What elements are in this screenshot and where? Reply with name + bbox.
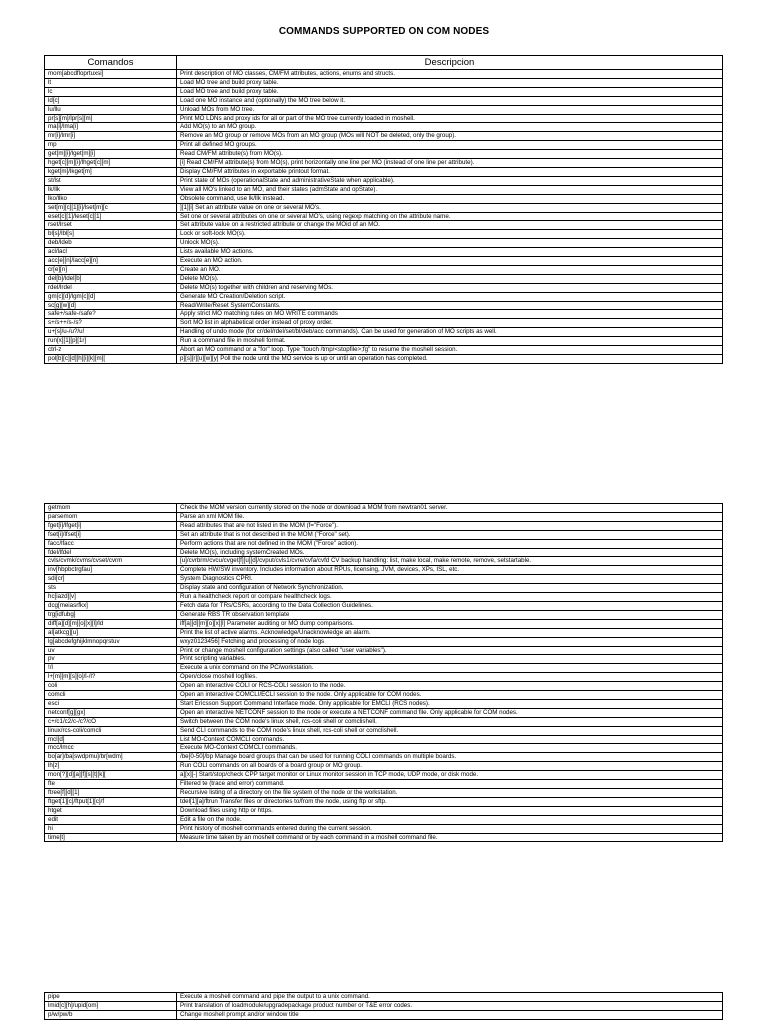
table-row	[45, 780, 723, 789]
table-row	[45, 346, 723, 355]
table-row	[45, 646, 723, 655]
command-cell: lg[abcdefghijklmnopqrstuv	[45, 637, 177, 646]
description-cell: Filtered te (trace and error) command.	[177, 780, 723, 789]
command-cell: get[m][i]/lget[m][i]	[45, 150, 177, 159]
description-cell: ][1][i] Set an attribute value on one or several MO's.	[177, 203, 723, 212]
description-cell: Run a healthcheck report or compare healthcheck logs.	[177, 593, 723, 602]
page-title: COMMANDS SUPPORTED ON COM NODES	[278, 26, 490, 37]
description-cell: wxyz0123456] Fetching and processing of node logs	[177, 637, 723, 646]
table-row	[45, 593, 723, 602]
table-row	[45, 167, 723, 176]
table-row	[45, 1010, 723, 1019]
command-cell: c+/c1/c2/c-/c?/cO	[45, 717, 177, 726]
header-description: Descripcion	[177, 56, 723, 70]
description-cell: Unload MOs from MO tree.	[177, 105, 723, 114]
description-cell: Execute an MO action.	[177, 257, 723, 266]
command-cell: deb/ldeb	[45, 239, 177, 248]
command-cell: getmom	[45, 504, 177, 513]
description-cell: Parse an xml MOM file.	[177, 512, 723, 521]
description-cell: Print or change moshell configuration settings (also called "user variables").	[177, 646, 723, 655]
command-cell: lh[z]	[45, 762, 177, 771]
description-cell: Print history of moshell commands entered during the current session.	[177, 824, 723, 833]
command-cell: lu/llu	[45, 105, 177, 114]
table-row	[45, 283, 723, 292]
table-row	[45, 539, 723, 548]
table-row	[45, 70, 723, 79]
command-cell: l+[m][m][s][o]/l-/l?	[45, 673, 177, 682]
table-row	[45, 328, 723, 337]
command-cell: sdi[cr]	[45, 575, 177, 584]
command-cell: ftget[1][c]/ftput[1][c]/f	[45, 797, 177, 806]
command-cell: sts	[45, 584, 177, 593]
description-cell: Unlock MO(s).	[177, 239, 723, 248]
description-cell: Apply strict MO matching rules on MO WRITE commands	[177, 310, 723, 319]
table-row	[45, 239, 723, 248]
command-cell: del[b]/ldel[b]	[45, 274, 177, 283]
description-cell: View all MO's linked to an MO, and their states (admState and opState).	[177, 185, 723, 194]
table-row	[45, 132, 723, 141]
description-cell: System Diagnostics CPRI.	[177, 575, 723, 584]
command-cell: hget[c][m][i]/lhget[c][m]	[45, 159, 177, 168]
command-cell: mom[abcdfloprtuxsi]	[45, 70, 177, 79]
command-cell: coli	[45, 682, 177, 691]
table-row	[45, 735, 723, 744]
description-cell: Remove an MO group or remove MOs from an MO group (MOs will NOT be deleted, only the group).	[177, 132, 723, 141]
command-cell: pipe	[45, 993, 177, 1002]
table-row	[45, 301, 723, 310]
table-row	[45, 824, 723, 833]
table-row	[45, 673, 723, 682]
table-row	[45, 762, 723, 771]
table-row	[45, 292, 723, 301]
command-cell: htget	[45, 806, 177, 815]
description-cell: Print the list of active alarms. Acknowledge/Unacknowledge an alarm.	[177, 628, 723, 637]
description-cell: Display CM/FM attributes in exportable printout format.	[177, 167, 723, 176]
description-cell: Download files using http or https.	[177, 806, 723, 815]
description-cell: Open an interactive COLI or RCS-COLI session to the node.	[177, 682, 723, 691]
table-row	[45, 319, 723, 328]
description-cell: Run COLI commands on all boards of a board group or MO group.	[177, 762, 723, 771]
description-cell: Display state and configuration of Network Synchronization.	[177, 584, 723, 593]
command-cell: bl[s]/lbl[s]	[45, 230, 177, 239]
table-row	[45, 797, 723, 806]
command-cell: eset[c][1]/leset[c][1]	[45, 212, 177, 221]
command-cell: ld[c]	[45, 96, 177, 105]
table-row	[45, 114, 723, 123]
command-cell: lmid[c][h]/upid[om]	[45, 1001, 177, 1010]
command-cell: mcl[d]	[45, 735, 177, 744]
table-row	[45, 601, 723, 610]
command-cell: s+/s++/s-/s?	[45, 319, 177, 328]
table-row	[45, 584, 723, 593]
description-cell: Open an interactive COMCLI/ECLI session to the node. Only applicable for COM nodes.	[177, 691, 723, 700]
table-row	[45, 566, 723, 575]
command-cell: rdel/lrdel	[45, 283, 177, 292]
commands-table-advanced	[44, 503, 723, 842]
command-cell: st/lst	[45, 176, 177, 185]
command-cell: lk/llk	[45, 185, 177, 194]
description-cell: Print state of MOs (operationalState and administrativeState when applicable).	[177, 176, 723, 185]
description-cell: Create an MO.	[177, 265, 723, 274]
table-row	[45, 993, 723, 1002]
command-cell: bo[ar]/ba[swdpmu]/br[wdm]	[45, 753, 177, 762]
command-cell: cr[e][n]	[45, 265, 177, 274]
description-cell: Fetch data for TRs/CSRs, according to the Data Collection Guidelines.	[177, 601, 723, 610]
table-row	[45, 815, 723, 824]
table-row	[45, 355, 723, 364]
table-row	[45, 87, 723, 96]
table-row	[45, 637, 723, 646]
table-row	[45, 699, 723, 708]
description-cell: Print description of MO classes, CM/FM attributes, actions, enums and structs.	[177, 70, 723, 79]
table-row	[45, 337, 723, 346]
table-row	[45, 212, 723, 221]
description-cell: Print MO LDNs and proxy ids for all or part of the MO tree currently loaded in moshell.	[177, 114, 723, 123]
table-row	[45, 521, 723, 530]
command-cell: rset/lrset	[45, 221, 177, 230]
description-cell: Load one MO instance and (optionally) the MO tree below it.	[177, 96, 723, 105]
table-row	[45, 265, 723, 274]
command-cell: trg[idfubg]	[45, 610, 177, 619]
table-row	[45, 557, 723, 566]
command-cell: gm[c][d]/lgm[c][d]	[45, 292, 177, 301]
table-row	[45, 248, 723, 257]
table-row	[45, 221, 723, 230]
commands-table-misc	[44, 992, 723, 1020]
description-cell: Obsolete command, use lk/llk instead.	[177, 194, 723, 203]
command-cell: kget[m]/lkget[m]	[45, 167, 177, 176]
table-row	[45, 619, 723, 628]
command-cell: lc	[45, 87, 177, 96]
description-cell: Change moshell prompt and/or window title	[177, 1010, 723, 1019]
table-row	[45, 150, 723, 159]
table-row	[45, 771, 723, 780]
description-cell: Execute MO-Context COMCLI commands.	[177, 744, 723, 753]
description-cell: Lists available MO actions.	[177, 248, 723, 257]
description-cell: Print all defined MO groups.	[177, 141, 723, 150]
description-cell: Set an attribute that is not described in the MOM ("Force" set).	[177, 530, 723, 539]
table-row	[45, 105, 723, 114]
command-cell: lko/llko	[45, 194, 177, 203]
command-cell: !/l	[45, 664, 177, 673]
command-cell: hi	[45, 824, 177, 833]
table-row	[45, 1001, 723, 1010]
description-cell: Execute a moshell command and pipe the output to a unix command.	[177, 993, 723, 1002]
command-cell: dcg[meiasrfkx]	[45, 601, 177, 610]
description-cell: Read/Write/Reset SystemConstants.	[177, 301, 723, 310]
command-cell: mp	[45, 141, 177, 150]
table-row	[45, 230, 723, 239]
table-row	[45, 176, 723, 185]
table-row	[45, 159, 723, 168]
command-cell: al[atkcg][u]	[45, 628, 177, 637]
description-cell: Load MO tree and build proxy table.	[177, 78, 723, 87]
description-cell: Perform actions that are not defined in the MOM ("Force" action).	[177, 539, 723, 548]
table-row	[45, 691, 723, 700]
description-cell: Send CLI commands to the COM node's linux shell, rcs-coli shell or comclishell.	[177, 726, 723, 735]
table-row	[45, 628, 723, 637]
description-cell: Execute a unix command on the PC/workstation.	[177, 664, 723, 673]
command-cell: u+[s]/u-/u?/u!	[45, 328, 177, 337]
description-cell: Edit a file on the node.	[177, 815, 723, 824]
command-cell: fset[i]/lfset[i]	[45, 530, 177, 539]
description-cell: Delete MO(s).	[177, 274, 723, 283]
table-row	[45, 548, 723, 557]
description-cell: Recursive listing of a directory on the file system of the node or the workstation.	[177, 789, 723, 798]
table-header-row	[45, 56, 723, 70]
description-cell: Set attribute value on a restricted attribute or change the MOid of an MO.	[177, 221, 723, 230]
table-row	[45, 512, 723, 521]
table-row	[45, 96, 723, 105]
description-cell: a][x][-] Start/stop/check CPP target monitor or Linux monitor session in TCP mode, UDP mode, or disk mode.	[177, 771, 723, 780]
table-row	[45, 708, 723, 717]
description-cell: List MO-Context COMCLI commands.	[177, 735, 723, 744]
description-cell: Complete HW/SW inventory. Includes information about RPUs, licensing, JVM, devices, XPs, ISL, etc.	[177, 566, 723, 575]
command-cell: netconf[g][gx]	[45, 708, 177, 717]
command-cell: facc/lfacc	[45, 539, 177, 548]
command-cell: lt	[45, 78, 177, 87]
description-cell: tdel[1][a]/ftrun Transfer files or directories to/from the node, using ftp or sftp.	[177, 797, 723, 806]
table-row	[45, 575, 723, 584]
command-cell: comcli	[45, 691, 177, 700]
command-cell: esci	[45, 699, 177, 708]
table-row	[45, 530, 723, 539]
table-row	[45, 833, 723, 842]
command-cell: time[t]	[45, 833, 177, 842]
command-cell: fte	[45, 780, 177, 789]
command-cell: diff[a][d][m][o][x][l]/ld	[45, 619, 177, 628]
description-cell: Lock or soft-lock MO(s).	[177, 230, 723, 239]
command-cell: acc[e][n]/lacc[e][n]	[45, 257, 177, 266]
command-cell: fdel/lfdel	[45, 548, 177, 557]
table-row	[45, 789, 723, 798]
table-row	[45, 123, 723, 132]
command-cell: ftree[f][d][1]	[45, 789, 177, 798]
table-row	[45, 664, 723, 673]
table-row	[45, 610, 723, 619]
table-row	[45, 682, 723, 691]
description-cell: Open an interactive NETCONF session to the node or execute a NETCONF command file. Only applicable for COM nodes.	[177, 708, 723, 717]
command-cell: safe+/safe-/safe?	[45, 310, 177, 319]
table-row	[45, 655, 723, 664]
command-cell: linux/rcs-coli/comcli	[45, 726, 177, 735]
description-cell: Open/close moshell logfiles.	[177, 673, 723, 682]
description-cell: /be[0-50]/bp Manage board groups that can be used for running COLI commands on multiple boards.	[177, 753, 723, 762]
command-cell: run[x][1][p][1r]	[45, 337, 177, 346]
command-cell: pol[b][c][d][h][i][k][m][	[45, 355, 177, 364]
description-cell: Switch between the COM node's linux shell, rcs-coli shell or comclishell.	[177, 717, 723, 726]
description-cell: Abort an MO command or a "for" loop. Type "touch /tmp/<stopfile>;fg" to resume the moshell session.	[177, 346, 723, 355]
description-cell: iff[a][d][m][o][x][l] Parameter auditing or MO dump comparisons.	[177, 619, 723, 628]
command-cell: pv	[45, 655, 177, 664]
commands-table-main	[44, 55, 723, 364]
command-cell: parsemom	[45, 512, 177, 521]
description-cell: Set one or several attributes on one or several MO's, using regexp matching on the attribute name.	[177, 212, 723, 221]
header-commands: Comandos	[45, 56, 177, 70]
description-cell: p][s][r][u][w][y] Poll the node until the MO service is up or until an operation has completed.	[177, 355, 723, 364]
table-row	[45, 257, 723, 266]
command-cell: hc[iazd][v]	[45, 593, 177, 602]
command-cell: mon[?][d][a][f][s][t][k][	[45, 771, 177, 780]
description-cell: Add MO(s) to an MO group.	[177, 123, 723, 132]
command-cell: set[m][c][1][i]/lset[m][c	[45, 203, 177, 212]
description-cell: Generate RBS TR observation template	[177, 610, 723, 619]
command-cell: mr[i]/lmr[i]	[45, 132, 177, 141]
command-cell: acl/lacl	[45, 248, 177, 257]
command-cell: sc[g][w][d]	[45, 301, 177, 310]
description-cell: Start Ericsson Support Command Interface mode. Only applicable for EMCLI (RCS nodes).	[177, 699, 723, 708]
description-cell: Delete MO(s), including systemCreated MOs.	[177, 548, 723, 557]
description-cell: Handling of undo mode (for cr/del/rdel/set/bl/deb/acc commands). Can be used for generation of MO scripts as well.	[177, 328, 723, 337]
description-cell: Run a command file in moshell format.	[177, 337, 723, 346]
table-row	[45, 194, 723, 203]
description-cell: Load MO tree and build proxy table.	[177, 87, 723, 96]
command-cell: pr[s][m]/lpr[s][m]	[45, 114, 177, 123]
table-row	[45, 203, 723, 212]
command-cell: ctrl-z	[45, 346, 177, 355]
description-cell: Print scripting variables.	[177, 655, 723, 664]
table-row	[45, 274, 723, 283]
description-cell: Sort MO list in alphabetical order instead of proxy order.	[177, 319, 723, 328]
command-cell: uv	[45, 646, 177, 655]
table-row	[45, 726, 723, 735]
command-cell: fget[i]/lfget[i]	[45, 521, 177, 530]
description-cell: Read CM/FM attribute(s) from MO(s).	[177, 150, 723, 159]
table-row	[45, 185, 723, 194]
command-cell: ma[i]/lma[i]	[45, 123, 177, 132]
description-cell: [i] Read CM/FM attribute(s) from MO(s), print horizontally one line per MO (instead of one line per attribute).	[177, 159, 723, 168]
command-cell: mcc/lmcc	[45, 744, 177, 753]
table-row	[45, 744, 723, 753]
description-cell: [u]/cvrbrm/cvcu/cvget[f][u][d]/cvput/cvls1/cvre/cvfa/cvfd CV backup handling: list, make local, make remote, remove, setstartable.	[177, 557, 723, 566]
description-cell: Generate MO Creation/Deletion script.	[177, 292, 723, 301]
description-cell: Print translation of loadmodule/upgradepackage product number or T&E error codes.	[177, 1001, 723, 1010]
command-cell: inv[hbpbctrgfau]	[45, 566, 177, 575]
command-cell: edit	[45, 815, 177, 824]
table-row	[45, 504, 723, 513]
table-row	[45, 78, 723, 87]
description-cell: Measure time taken by an moshell command or by each command in a moshell command file.	[177, 833, 723, 842]
description-cell: Delete MO(s) together with children and reserving MOs.	[177, 283, 723, 292]
table-row	[45, 141, 723, 150]
table-row	[45, 717, 723, 726]
table-row	[45, 806, 723, 815]
table-row	[45, 753, 723, 762]
description-cell: Check the MOM version currently stored on the node or download a MOM from newtran01 server.	[177, 504, 723, 513]
table-row	[45, 310, 723, 319]
description-cell: Read attributes that are not listed in the MOM (f="Force").	[177, 521, 723, 530]
command-cell: p/w/pw/b	[45, 1010, 177, 1019]
command-cell: cvls/cvmk/cvms/cvset/cvrm	[45, 557, 177, 566]
